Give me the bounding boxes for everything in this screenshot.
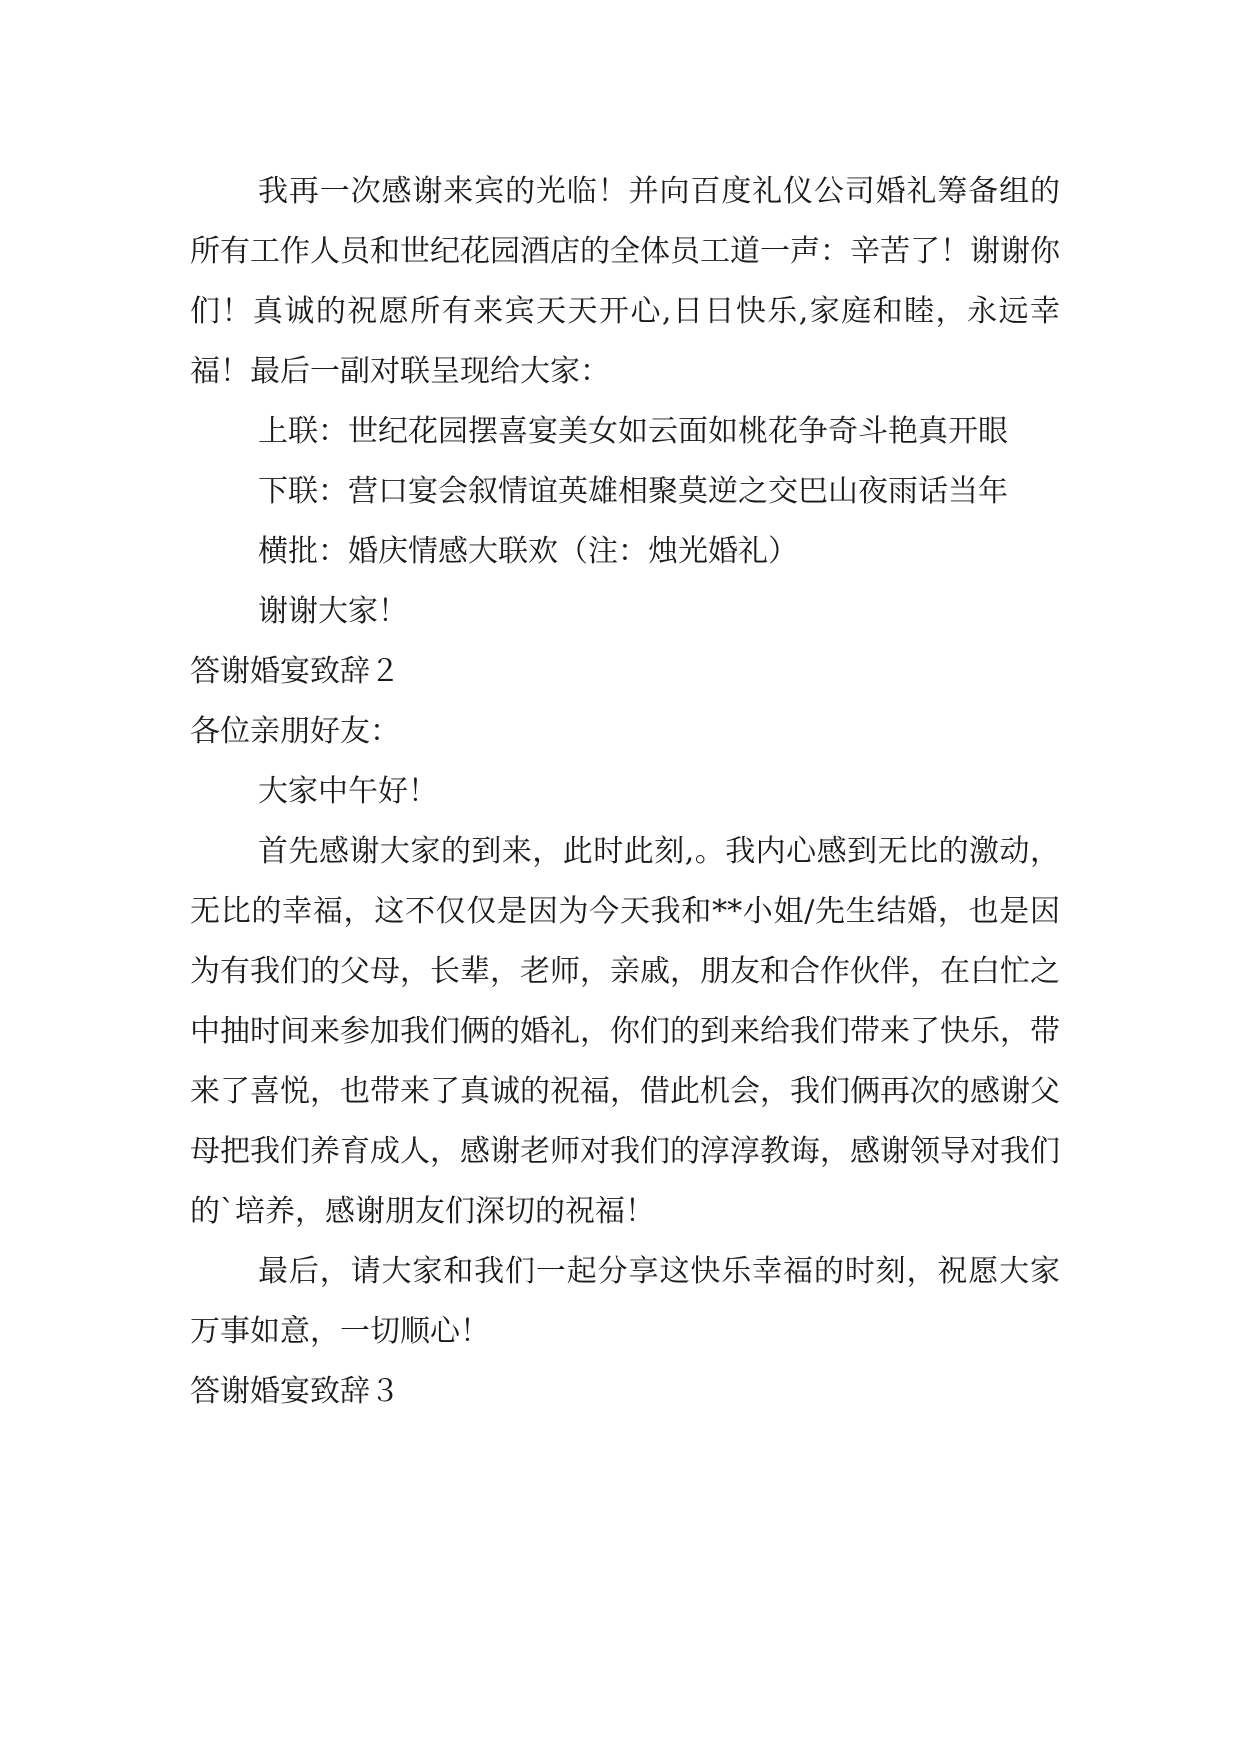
section-heading-2: 答谢婚宴致辞２	[190, 654, 400, 689]
paragraph-lower-couplet: 下联：营口宴会叙情谊英雄相聚莫逆之交巴山夜雨话当年	[258, 474, 1008, 509]
paragraph-horizontal-scroll: 横批：婚庆情感大联欢（注：烛光婚礼）	[258, 534, 798, 569]
paragraph-thanks: 我再一次感谢来宾的光临！并向百度礼仪公司婚礼筹备组的所有工作人员和世纪花园酒店的全体员工道一声：辛苦了！谢谢你们！真诚的祝愿所有来宾天天开心,日日快乐,家庭和睦，永远幸福！最后一副对联呈现给大家：	[190, 174, 1060, 389]
paragraph-gratitude: 首先感谢大家的到来，此时此刻,。我内心感到无比的激动，无比的幸福，这不仅仅是因为今天我和**小姐/先生结婚，也是因为有我们的父母，长辈，老师，亲戚，朋友和合作伙伴，在白忙之中抽时间来参加我们俩的婚礼，你们的到来给我们带来了快乐，带来了喜悦，也带来了真诚的祝福，借此机会，我们俩再次的感谢父母把我们养育成人，感谢老师对我们的淳淳教诲，感谢领导对我们的`培养，感谢朋友们深切的祝福！	[190, 834, 1060, 1229]
paragraph-upper-couplet: 上联：世纪花园摆喜宴美女如云面如桃花争奇斗艳真开眼	[258, 414, 1008, 449]
paragraph-closing: 最后，请大家和我们一起分享这快乐幸福的时刻，祝愿大家万事如意，一切顺心！	[190, 1254, 1060, 1349]
paragraph-thank-everyone: 谢谢大家！	[258, 594, 408, 629]
paragraph-greeting: 大家中午好！	[258, 774, 438, 809]
salutation: 各位亲朋好友：	[190, 714, 400, 749]
document-body	[190, 162, 1060, 1422]
section-heading-3: 答谢婚宴致辞３	[190, 1374, 400, 1409]
